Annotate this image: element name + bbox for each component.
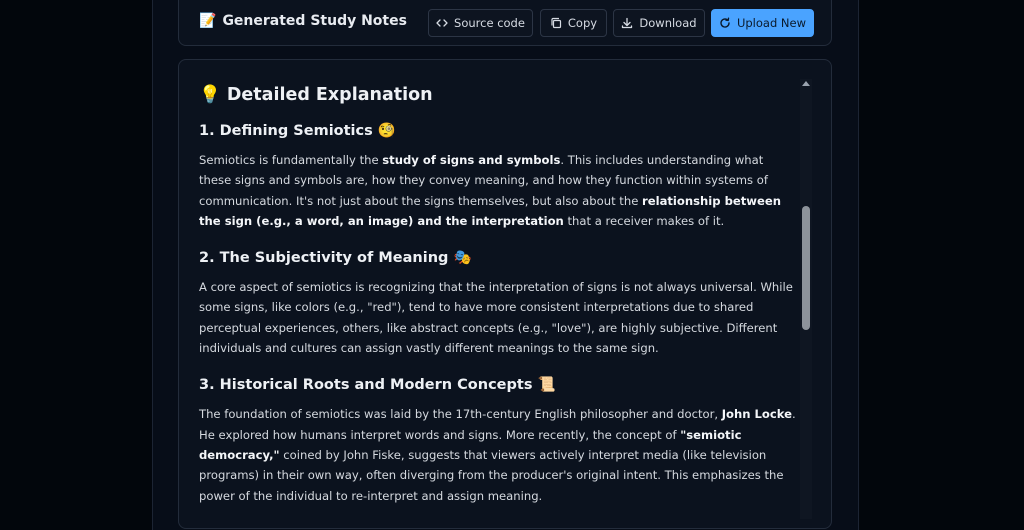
subsection-title: 1. Defining Semiotics 🧐 <box>199 123 396 139</box>
toolbar-title <box>199 13 407 29</box>
code-icon <box>436 17 448 29</box>
download-label: Download <box>639 16 697 30</box>
notes-content-card[interactable] <box>178 59 832 529</box>
source-code-label: Source code <box>454 16 525 30</box>
content-scrollbar[interactable] <box>800 79 812 519</box>
memo-icon: 📝 <box>199 13 217 29</box>
subsection-title: 3. Historical Roots and Modern Concepts 📜 <box>199 377 556 394</box>
subsection-paragraph: A core aspect of semiotics is recognizing that the interpretation of signs is not always universal. While some signs, like colors (e.g., "red"), tend to have more consistent interpretations due to shared perceptual experiences, others, like abstract concepts (e.g., "love"), are highly subjective. Different individuals and cultures can assign vastly different meanings to the same sign. <box>199 280 793 356</box>
bold-phrase: John Locke <box>721 407 793 422</box>
download-icon <box>621 17 633 29</box>
subsection-paragraph: The foundation of semiotics was laid by the 17th-century English philosopher and doctor, John Locke. He explored how humans interpret words and signs. More recently, the concept of "semiotic democracy," coined by John Fiske, suggests that viewers actively interpret media (like television programs) in their own way, often diverging from the producer's original intent. This emphasizes the power of the individual to re-interpret and assign meaning. <box>199 407 796 503</box>
copy-icon <box>550 17 562 29</box>
upload-new-label: Upload New <box>736 16 807 30</box>
refresh-icon <box>719 17 731 29</box>
copy-label: Copy <box>567 16 598 30</box>
notes-content <box>199 85 799 524</box>
scroll-thumb[interactable] <box>802 206 810 330</box>
bold-phrase: study of signs and symbols <box>382 153 561 167</box>
download-button[interactable] <box>613 9 705 37</box>
upload-new-button[interactable] <box>711 9 814 37</box>
notes-toolbar <box>178 0 832 46</box>
toolbar-title-text: Generated Study Notes <box>222 13 407 29</box>
bold-phrase: "semiotic democracy," <box>199 427 742 462</box>
section-heading: 💡 Detailed Explanation <box>199 85 433 105</box>
source-code-button[interactable] <box>428 9 533 37</box>
subsection-paragraph: Semiotics is fundamentally the study of signs and symbols. This includes understanding what these signs and symbols are, how they convey meaning, and how they function within systems of communication. It's not just about the signs themselves, but also about the relationship between the sign (e.g., a word, an image) and the interpretation that a receiver makes of it. <box>199 153 781 228</box>
bold-phrase: relationship between the sign (e.g., a word, an image) and the interpretation <box>199 193 781 228</box>
subsection-title: 2. The Subjectivity of Meaning 🎭 <box>199 250 472 267</box>
scroll-up-arrow-icon[interactable] <box>802 81 810 86</box>
copy-button[interactable] <box>540 9 607 37</box>
